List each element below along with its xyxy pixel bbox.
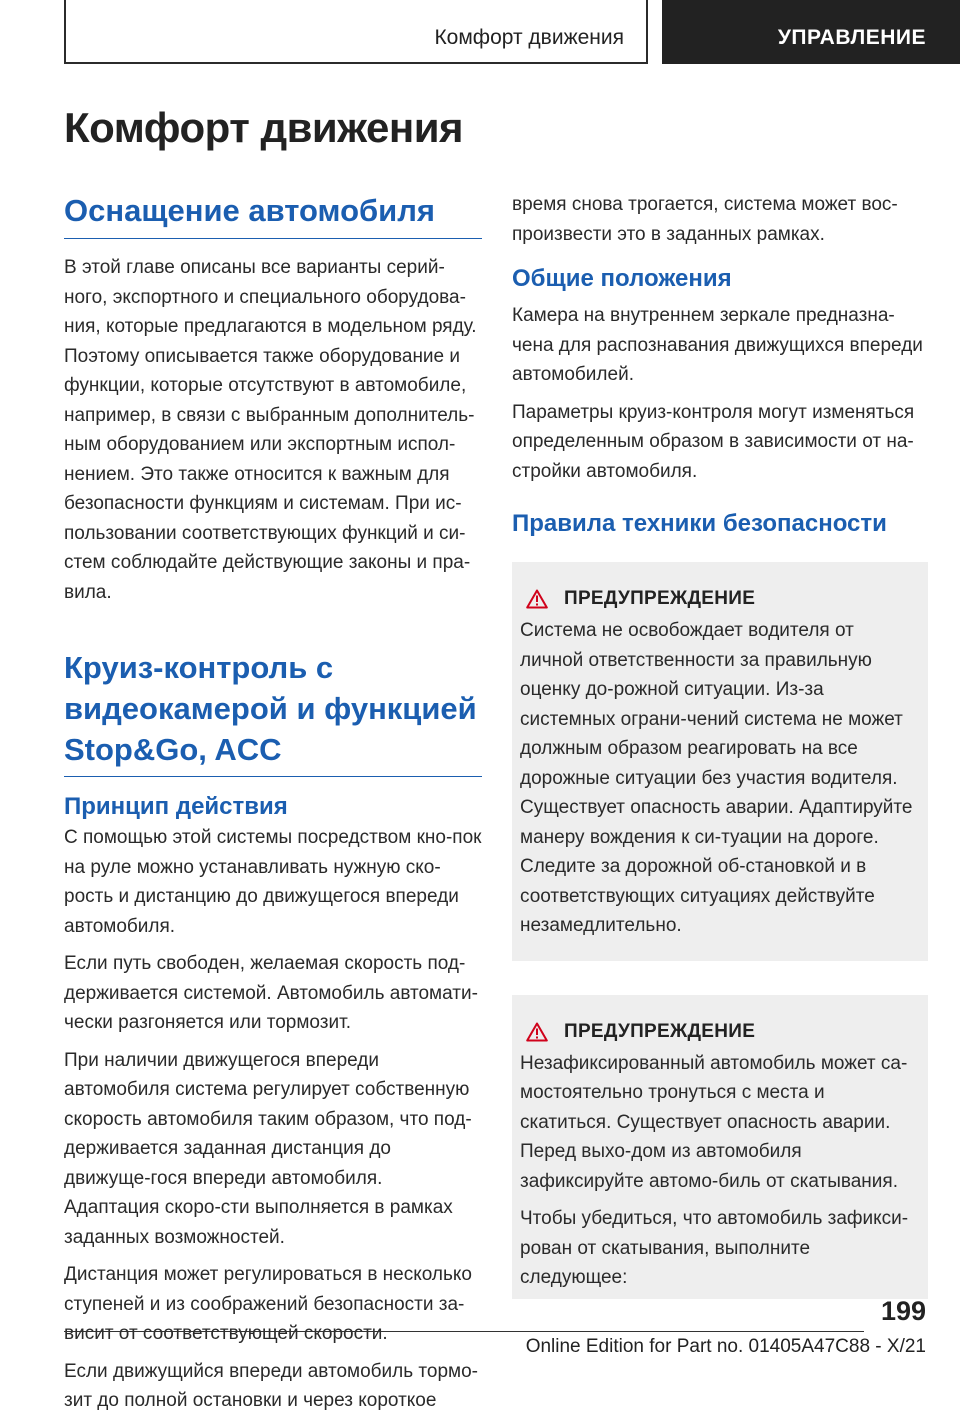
- header-section-box: [64, 0, 648, 64]
- general-heading: Общие положения: [512, 265, 732, 292]
- acc-paragraph: При наличии движущегося впереди автомобиля система регулирует собственную скорость автомобиля таким образом, что под-держивается заданная дистанция до движуще-гося впереди автомобиля. Адаптация скоро-сти выполняется в рамках заданных возможностей.: [64, 1049, 472, 1248]
- warning-triangle-icon: [526, 589, 548, 609]
- header-chapter-title: УПРАВЛЕНИЕ: [777, 26, 926, 49]
- warning-label: ПРЕДУПРЕЖДЕНИЕ: [564, 588, 756, 609]
- warning-triangle-icon: [526, 1022, 548, 1042]
- acc-paragraph: С помощью этой системы посредством кно-пок на руле можно устанавливать нужную ско-рость и дистанцию до движущегося впереди автомобиля.: [64, 827, 482, 937]
- equipment-heading: Оснащение автомобиля: [64, 190, 482, 239]
- header-section-title: Комфорт движения: [434, 26, 624, 49]
- acc-paragraph: Дистанция может регулироваться в несколько ступеней и из соображений безопасности за-висит от соответствующей скорости.: [64, 1264, 472, 1344]
- warning-text: Незафиксированный автомобиль может са-мостоятельно тронуться с места и скатиться. Существует опасность аварии. Перед выхо-дом из автомобиля зафиксируйте автомо-биль от скатывания.: [520, 1052, 908, 1192]
- equipment-text: В этой главе описаны все варианты серий-ного, экспортного и специального оборудова-ния, которые предлагаются в модельном ряду. Поэтому описывается также оборудование и функции, которые отсутствуют в автомобиле, например, в связи с выбранным дополнитель-ным оборудованием или экспортным испол-нением. Это также относится к важным для безопасности функциям и системам. При ис-пользовании соответствующих функций и си-стем соблюдайте действующие законы и пра-вила.: [64, 257, 477, 603]
- acc-paragraph: Если путь свободен, желаемая скорость под-держивается системой. Автомобиль автомати-чески разгоняется или тормозит.: [64, 953, 478, 1033]
- warning-title: [526, 588, 918, 610]
- page-title: Комфорт движения: [64, 104, 464, 151]
- warning-box: [512, 562, 928, 961]
- general-paragraph: Параметры круиз-контроля могут изменяться определенным образом в зависимости от на-стройки автомобиля.: [512, 401, 915, 482]
- page-number: 199: [880, 1296, 926, 1326]
- general-paragraph: Камера на внутреннем зеркале предназна-чена для распознавания движущихся впереди автомобилей.: [512, 305, 923, 385]
- warning-text: Система не освобождает водителя от личной ответственности за правильную оценку до-рожной ситуации. Из-за системных ограни-чений система не может должным образом реагировать на все дорожные ситуации без участия водителя. Существует опасность аварии. Адаптируйте манеру вождения к си-туации на дороге. Следите за дорожной об-становкой и в соответствующих ситуациях действуйте незамедлительно.: [520, 620, 913, 936]
- warning-text: Чтобы убедиться, что автомобиль зафикси-рован от скатывания, выполните следующее:: [520, 1208, 909, 1288]
- continuation-text: время снова трогается, система может вос-произвести это в заданных рамках.: [512, 194, 898, 245]
- left-column: [64, 190, 482, 1416]
- warning-label: ПРЕДУПРЕЖДЕНИЕ: [564, 1020, 756, 1042]
- warning-title: [526, 1021, 918, 1043]
- right-column: [512, 190, 928, 1299]
- principle-heading: Принцип действия: [64, 793, 288, 820]
- safety-heading: Правила техники безопасности: [512, 510, 887, 537]
- acc-paragraph: Если движущийся впереди автомобиль тормо-зит до полной остановки и через короткое: [64, 1360, 478, 1411]
- acc-heading: Круиз-контроль с видеокамерой и функцией Stop&Go, ACC: [64, 647, 482, 777]
- footer-divider: [64, 1331, 864, 1332]
- footer-edition: Online Edition for Part no. 01405A47C88 - X/21: [525, 1336, 926, 1357]
- header-chapter-tab: [662, 0, 960, 64]
- warning-box: [512, 995, 928, 1299]
